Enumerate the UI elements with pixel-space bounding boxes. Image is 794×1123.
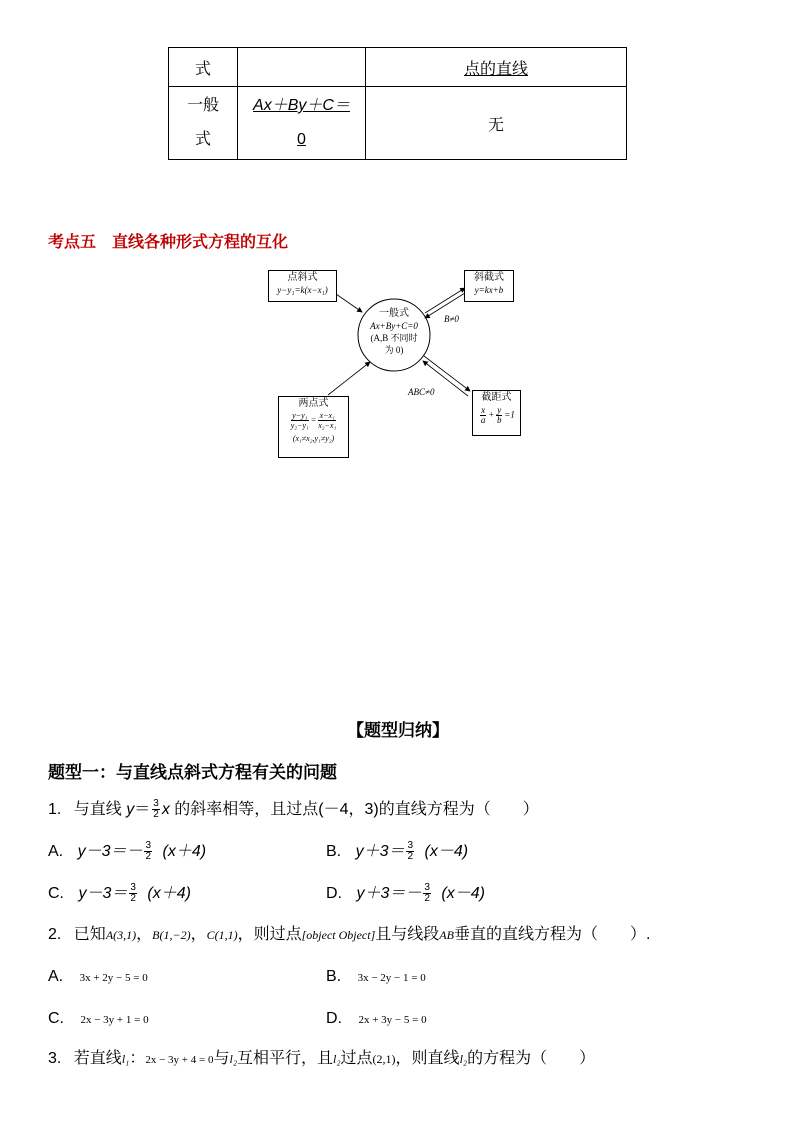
math-fraction xyxy=(129,883,137,904)
fraction-numerator: 3 xyxy=(153,798,159,810)
option-label: A. xyxy=(48,968,64,985)
option-math: y－3＝ xyxy=(78,885,128,902)
label-b-not-zero: B≠0 xyxy=(444,314,459,324)
table-row xyxy=(169,48,627,87)
question-text: 的斜率相等，且过点(－4，3)的直线方程为（ ） xyxy=(169,801,539,818)
general-form-title: 一般式 xyxy=(379,308,409,319)
general-form-cond2: 为 0) xyxy=(384,345,404,355)
question-text: 与直线 xyxy=(73,801,127,818)
question-number: 1. xyxy=(48,801,62,818)
table-cell: 无 xyxy=(366,87,627,160)
question-text: 已知 xyxy=(73,926,106,943)
slope-intercept-title: 斜截式 xyxy=(474,272,504,283)
line-label: l₂ xyxy=(333,1052,341,1066)
conversion-diagram xyxy=(268,268,528,460)
two-point-eq-sign: = xyxy=(310,415,317,425)
two-point-box xyxy=(278,396,349,458)
question-text: 垂直的直线方程为（ ）. xyxy=(453,926,651,943)
q1-option-a[interactable] xyxy=(48,840,206,864)
fraction-numerator: 3 xyxy=(407,840,414,852)
two-point-equation xyxy=(279,411,348,430)
line-label: l₂ xyxy=(229,1052,237,1066)
intercept-y-den: b xyxy=(497,415,502,425)
point-slope-equation: y−y₁=k(x−x₁) xyxy=(277,285,328,295)
q1-option-c[interactable] xyxy=(48,882,191,906)
point-c: C(1,1) xyxy=(206,928,238,942)
question-text: ，则直线 xyxy=(395,1050,460,1067)
type1-title: 题型一：与直线点斜式方程有关的问题 xyxy=(48,763,337,782)
table-cell: 式 xyxy=(169,48,238,87)
general-form-cond1: (A,B 不同时 xyxy=(370,333,418,343)
point-b: B(1,−2) xyxy=(152,928,191,942)
two-point-lhs xyxy=(291,411,309,430)
fraction-denominator: 2 xyxy=(424,893,430,905)
option-label: D. xyxy=(326,1010,342,1027)
intercept-eq-end: =1 xyxy=(504,409,515,420)
fraction-denominator: 2 xyxy=(153,809,159,821)
q1-option-b[interactable] xyxy=(326,840,468,864)
question-text: ， xyxy=(136,926,153,943)
two-point-rhs xyxy=(318,411,336,430)
math-eq-sign: ＝ xyxy=(134,801,151,818)
table-cell xyxy=(238,87,366,160)
question-text: 若直线 xyxy=(73,1050,122,1067)
option-math: 3x + 2y − 5 = 0 xyxy=(79,972,148,984)
summary-title: 【题型归纳】 xyxy=(347,721,449,740)
general-form-eq: Ax+By+C=0 xyxy=(370,321,418,331)
question-1-stem xyxy=(48,798,539,822)
table-cell xyxy=(366,48,627,87)
question-text: ： xyxy=(129,1050,146,1067)
question-text: 互相平行，且 xyxy=(237,1050,334,1067)
q1-option-d[interactable] xyxy=(326,882,485,906)
intercept-y-num: y xyxy=(497,405,502,415)
option-math: (x＋4) xyxy=(162,843,207,860)
question-text: 且与线段 xyxy=(375,926,440,943)
point-label: [object Object] xyxy=(301,928,376,942)
math-var: y xyxy=(126,801,135,818)
intercept-title: 截距式 xyxy=(481,392,512,403)
segment-label: AB xyxy=(439,928,454,942)
two-point-condition: (x₁≠x₂,y₁≠y₂) xyxy=(292,434,335,443)
table-cell-line: 一般 xyxy=(186,97,219,114)
arrow-two-point xyxy=(328,362,370,395)
option-label: C. xyxy=(48,1010,64,1027)
line-forms-table xyxy=(168,47,627,160)
two-point-lhs-den: y₂−y₁ xyxy=(290,421,309,430)
intercept-x-num: x xyxy=(481,405,486,415)
question-2-stem xyxy=(48,924,650,946)
question-3-stem xyxy=(48,1048,595,1071)
point-slope-box xyxy=(268,270,337,302)
question-number: 2. xyxy=(48,926,62,943)
point-a: A(3,1) xyxy=(105,928,137,942)
q2-option-d[interactable] xyxy=(326,1008,427,1031)
general-form-equation-rhs: 0 xyxy=(297,131,306,148)
question-text: 过点 xyxy=(340,1050,373,1067)
slope-intercept-box xyxy=(464,270,514,302)
q2-option-a[interactable] xyxy=(48,966,148,989)
intercept-x-frac xyxy=(480,406,486,425)
table-cell xyxy=(169,87,238,160)
math-fraction xyxy=(406,841,414,862)
line-equation: 2x − 3y + 4 = 0 xyxy=(145,1054,214,1066)
intercept-y-frac xyxy=(496,406,502,425)
math-fraction xyxy=(144,841,152,862)
fraction-numerator: 3 xyxy=(145,840,152,852)
point-coordinates: (2,1) xyxy=(372,1052,396,1066)
table-cell-text: 点的直线 xyxy=(463,60,528,78)
option-math: (x－4) xyxy=(424,843,469,860)
fraction-denominator: 2 xyxy=(145,851,152,863)
intercept-box xyxy=(472,390,521,436)
option-label: A. xyxy=(48,843,64,860)
label-abc-not-zero: ABC≠0 xyxy=(408,387,435,397)
option-math: (x＋4) xyxy=(147,885,191,902)
line-label: l₁ xyxy=(121,1052,130,1066)
option-label: B. xyxy=(326,843,342,860)
option-label: B. xyxy=(326,968,342,985)
fraction-denominator: 2 xyxy=(130,893,136,905)
fraction-denominator: 2 xyxy=(407,851,414,863)
arrow-point-slope xyxy=(336,294,362,312)
slope-intercept-equation: y=kx+b xyxy=(474,285,504,295)
question-text: 的方程为（ ） xyxy=(467,1050,596,1067)
math-fraction xyxy=(152,799,160,820)
option-math: 2x − 3y + 1 = 0 xyxy=(80,1014,149,1026)
option-label: C. xyxy=(48,885,64,902)
two-point-rhs-num: x−x₁ xyxy=(319,411,335,420)
q2-option-c[interactable] xyxy=(48,1008,149,1031)
general-form-equation: Ax＋By＋C＝ xyxy=(253,97,350,114)
table-row xyxy=(169,87,627,160)
option-math: y＋3＝ xyxy=(355,843,405,860)
intercept-equation xyxy=(473,406,520,425)
option-math: y＋3＝－ xyxy=(356,885,422,902)
two-point-rhs-den: x₂−x₁ xyxy=(318,421,337,430)
math-fraction xyxy=(423,883,431,904)
line-label: l₂ xyxy=(459,1052,468,1066)
fraction-numerator: 3 xyxy=(424,882,430,894)
section-title: 考点五 直线各种形式方程的互化 xyxy=(48,234,289,251)
question-number: 3. xyxy=(48,1050,62,1067)
point-slope-title: 点斜式 xyxy=(287,272,318,283)
arrow-to-slope-intercept xyxy=(425,288,465,313)
two-point-title: 两点式 xyxy=(298,398,329,409)
option-label: D. xyxy=(326,885,342,902)
fraction-numerator: 3 xyxy=(130,882,136,894)
table-cell xyxy=(238,48,366,87)
two-point-lhs-num: y−y₁ xyxy=(292,411,308,420)
option-math: (x－4) xyxy=(441,885,485,902)
question-text: ， xyxy=(190,926,207,943)
table-cell-line: 式 xyxy=(194,131,211,148)
math-var: x xyxy=(161,801,170,818)
arrow-to-intercept xyxy=(424,356,470,391)
option-math: 2x + 3y − 5 = 0 xyxy=(358,1014,427,1026)
option-math: y－3＝－ xyxy=(77,843,143,860)
general-form-text xyxy=(362,308,426,356)
intercept-x-den: a xyxy=(480,415,486,425)
intercept-plus: + xyxy=(488,409,495,420)
question-text: ，则过点 xyxy=(237,926,302,943)
option-math: 3x − 2y − 1 = 0 xyxy=(357,972,426,984)
q2-option-b[interactable] xyxy=(326,966,426,989)
question-text: 与 xyxy=(213,1050,230,1067)
